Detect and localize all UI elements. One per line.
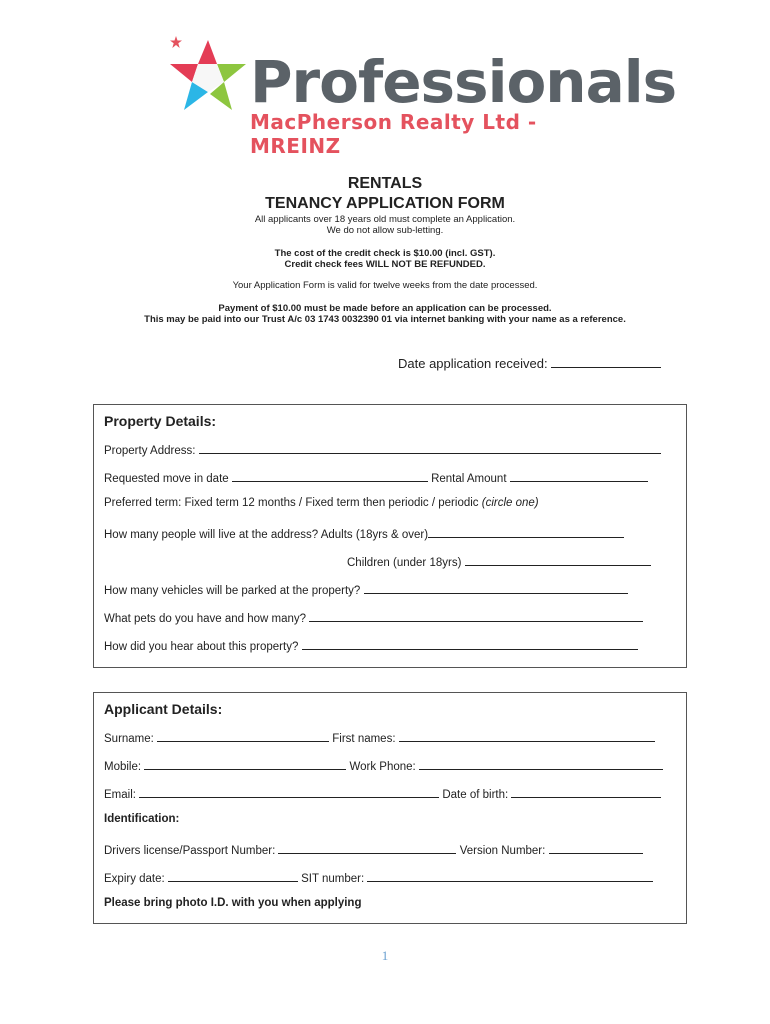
note-applicants: All applicants over 18 years old must complete an Application. We do not allow sub-letting. [254, 214, 516, 236]
preferred-term-hint: (circle one) [481, 497, 539, 509]
dob-field[interactable] [511, 785, 661, 798]
children-label: Children (under 18yrs) [347, 557, 462, 569]
star-logo-icon [170, 36, 250, 116]
page-number: 1 [381, 948, 389, 963]
mobile-field[interactable] [144, 757, 346, 770]
property-details-title: Property Details: [104, 413, 217, 429]
email-field[interactable] [139, 785, 439, 798]
license-label: Drivers license/Passport Number: [104, 845, 276, 857]
email-label: Email: [104, 789, 136, 801]
star-dot-icon [170, 36, 182, 48]
expiry-label: Expiry date: [104, 873, 165, 885]
expiry-field[interactable] [168, 869, 298, 882]
version-label: Version Number: [459, 845, 546, 857]
form-title-rentals: RENTALS [347, 175, 423, 192]
note-payment: Payment of $10.00 must be made before an application can be processed. This may be paid into our Trust A/c 03 1743 0032390 01 via internet banking with your name as a reference. [144, 303, 626, 325]
vehicles-field[interactable] [364, 581, 628, 594]
work-phone-label: Work Phone: [349, 761, 416, 773]
rental-amount-field[interactable] [510, 469, 648, 482]
preferred-term-label[interactable]: Preferred term: Fixed term 12 months / Fixed term then periodic / periodic [104, 497, 479, 509]
property-address-label: Property Address: [104, 445, 196, 457]
note-validity: Your Application Form is valid for twelve weeks from the date processed. [232, 280, 538, 291]
sit-label: SIT number: [301, 873, 365, 885]
rental-amount-label: Rental Amount [431, 473, 507, 485]
heard-about-label: How did you hear about this property? [104, 641, 299, 653]
brand-name: Professionals [250, 48, 677, 116]
first-names-field[interactable] [399, 729, 655, 742]
first-names-label: First names: [332, 733, 396, 745]
applicant-details-title: Applicant Details: [104, 701, 223, 717]
version-field[interactable] [549, 841, 643, 854]
pets-field[interactable] [309, 609, 643, 622]
photo-id-note: Please bring photo I.D. with you when applying [104, 897, 362, 909]
adults-label: How many people will live at the address? Adults (18yrs & over) [104, 529, 429, 541]
heard-about-field[interactable] [302, 637, 638, 650]
date-received-field[interactable] [551, 355, 661, 368]
adults-field[interactable] [428, 525, 624, 538]
pets-label: What pets do you have and how many? [104, 613, 307, 625]
surname-label: Surname: [104, 733, 154, 745]
license-field[interactable] [278, 841, 456, 854]
date-received [398, 355, 661, 371]
sit-field[interactable] [367, 869, 653, 882]
property-address-field[interactable] [199, 441, 661, 454]
brand-subtitle: MacPherson Realty Ltd - MREINZ [250, 110, 537, 158]
move-in-date-field[interactable] [232, 469, 428, 482]
date-received-label: Date application received: [398, 356, 548, 371]
note-credit-check: The cost of the credit check is $10.00 (incl. GST). Credit check fees WILL NOT BE REFUNDED. [274, 248, 496, 270]
identification-label: Identification: [104, 813, 180, 825]
move-in-date-label: Requested move in date [104, 473, 229, 485]
applicant-details-section [93, 692, 687, 924]
form-title: TENANCY APPLICATION FORM [265, 195, 505, 212]
dob-label: Date of birth: [442, 789, 509, 801]
work-phone-field[interactable] [419, 757, 663, 770]
children-field[interactable] [465, 553, 651, 566]
surname-field[interactable] [157, 729, 329, 742]
vehicles-label: How many vehicles will be parked at the property? [104, 585, 361, 597]
company-logo [170, 36, 677, 158]
mobile-label: Mobile: [104, 761, 142, 773]
property-details-section [93, 404, 687, 668]
